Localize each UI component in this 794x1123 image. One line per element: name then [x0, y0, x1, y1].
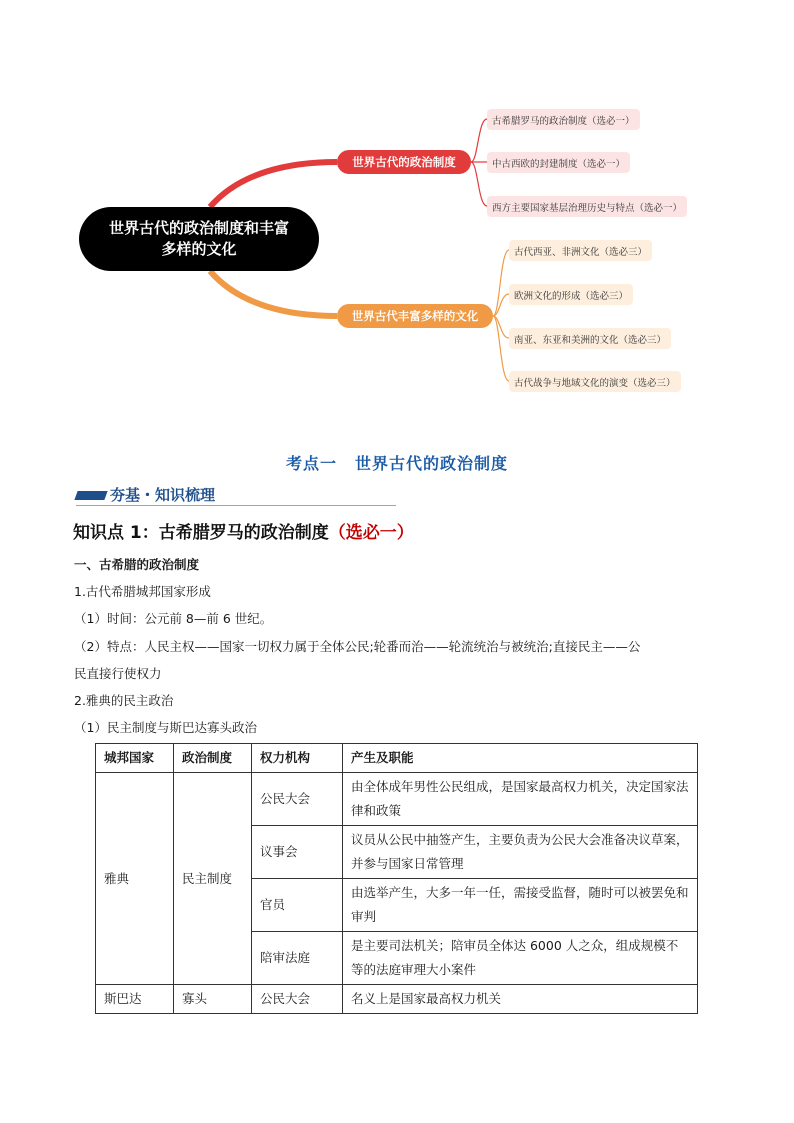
branch-label: 世界古代的政治制度 — [352, 155, 456, 169]
knowledge-point-title — [73, 518, 414, 543]
table-row — [96, 985, 698, 1014]
table-cell-system: 寡头 — [174, 985, 252, 1014]
table-cell-system: 民主制度 — [174, 773, 252, 985]
banner-label: 夯基・知识梳理 — [110, 486, 216, 504]
mind-map-root — [79, 207, 319, 271]
city-state-table — [95, 743, 698, 1014]
table-cell-organ: 陪审法庭 — [252, 932, 343, 985]
banner-bar — [74, 491, 107, 500]
connector-red-leaf-3 — [471, 162, 487, 206]
table-cell-organ: 公民大会 — [252, 773, 343, 826]
table-cell-desc: 是主要司法机关；陪审员全体达 6000 人之众，组成规模不等的法庭审理大小案件 — [343, 932, 698, 985]
table-cell-city: 斯巴达 — [96, 985, 174, 1014]
knowledge-point-title-text: 知识点 1：古希腊罗马的政治制度 — [73, 523, 329, 543]
subsection-heading: 一、古希腊的政治制度 — [74, 557, 200, 572]
paragraph: （1）时间：公元前 8—前 6 世纪。 — [74, 611, 273, 626]
branch-political-systems — [337, 150, 471, 174]
leaf-asia-america-culture: 南亚、东亚和美洲的文化（选必三） — [509, 328, 671, 349]
table-cell-city: 雅典 — [96, 773, 174, 985]
paragraph: 1.古代希腊城邦国家形成 — [74, 584, 211, 599]
paragraph: （1）民主制度与斯巴达寡头政治 — [74, 720, 257, 735]
section-heading — [0, 451, 794, 474]
connector-orange-leaf-1 — [493, 250, 509, 316]
leaf-war-regional-culture: 古代战争与地域文化的演变（选必三） — [509, 371, 681, 392]
leaf-west-asia-africa-culture: 古代西亚、非洲文化（选必三） — [509, 240, 652, 261]
review-banner — [76, 484, 396, 506]
connector-orange-leaf-4 — [493, 316, 509, 381]
table-cell-desc: 由全体成年男性公民组成，是国家最高权力机关，决定国家法律和政策 — [343, 773, 698, 826]
banner-underline — [76, 505, 396, 506]
table-header-row — [96, 744, 698, 773]
leaf-greek-roman-politics: 古希腊罗马的政治制度（选必一） — [487, 109, 640, 130]
section-heading-prefix: 考点一 — [285, 454, 337, 473]
leaf-western-grassroots-governance: 西方主要国家基层治理历史与特点（选必一） — [487, 196, 687, 217]
table-cell-desc: 由选举产生，大多一年一任，需接受监督，随时可以被罢免和审判 — [343, 879, 698, 932]
paragraph: （2）特点：人民主权——国家一切权力属于全体公民;轮番而治——轮流统治与被统治;直接民主——公 — [74, 639, 641, 654]
leaf-medieval-feudalism: 中古西欧的封建制度（选必一） — [487, 152, 630, 173]
leaf-european-culture: 欧洲文化的形成（选必三） — [509, 284, 633, 305]
paragraph: 2.雅典的民主政治 — [74, 693, 174, 708]
table-header: 城邦国家 — [96, 744, 174, 773]
table-cell-desc: 名义上是国家最高权力机关 — [343, 985, 698, 1014]
branch-diverse-cultures — [337, 304, 493, 328]
table-header: 政治制度 — [174, 744, 252, 773]
table-header: 权力机构 — [252, 744, 343, 773]
table-cell-organ: 议事会 — [252, 826, 343, 879]
table-cell-organ: 官员 — [252, 879, 343, 932]
knowledge-point-tag: （选必一） — [328, 523, 414, 543]
connector-red-leaf-1 — [471, 119, 487, 162]
table-header: 产生及职能 — [343, 744, 698, 773]
branch-label: 世界古代丰富多样的文化 — [351, 309, 479, 323]
paragraph: 民直接行使权力 — [74, 666, 162, 681]
mind-map — [0, 0, 794, 410]
connector-root-red — [210, 162, 337, 207]
section-heading-title: 世界古代的政治制度 — [355, 454, 509, 473]
mind-map-root-label: 世界古代的政治制度和丰富多样的文化 — [108, 219, 289, 258]
connector-root-orange — [210, 271, 337, 316]
table-cell-desc: 议员从公民中抽签产生，主要负责为公民大会准备决议草案，并参与国家日常管理 — [343, 826, 698, 879]
table-row — [96, 773, 698, 826]
table-cell-organ: 公民大会 — [252, 985, 343, 1014]
